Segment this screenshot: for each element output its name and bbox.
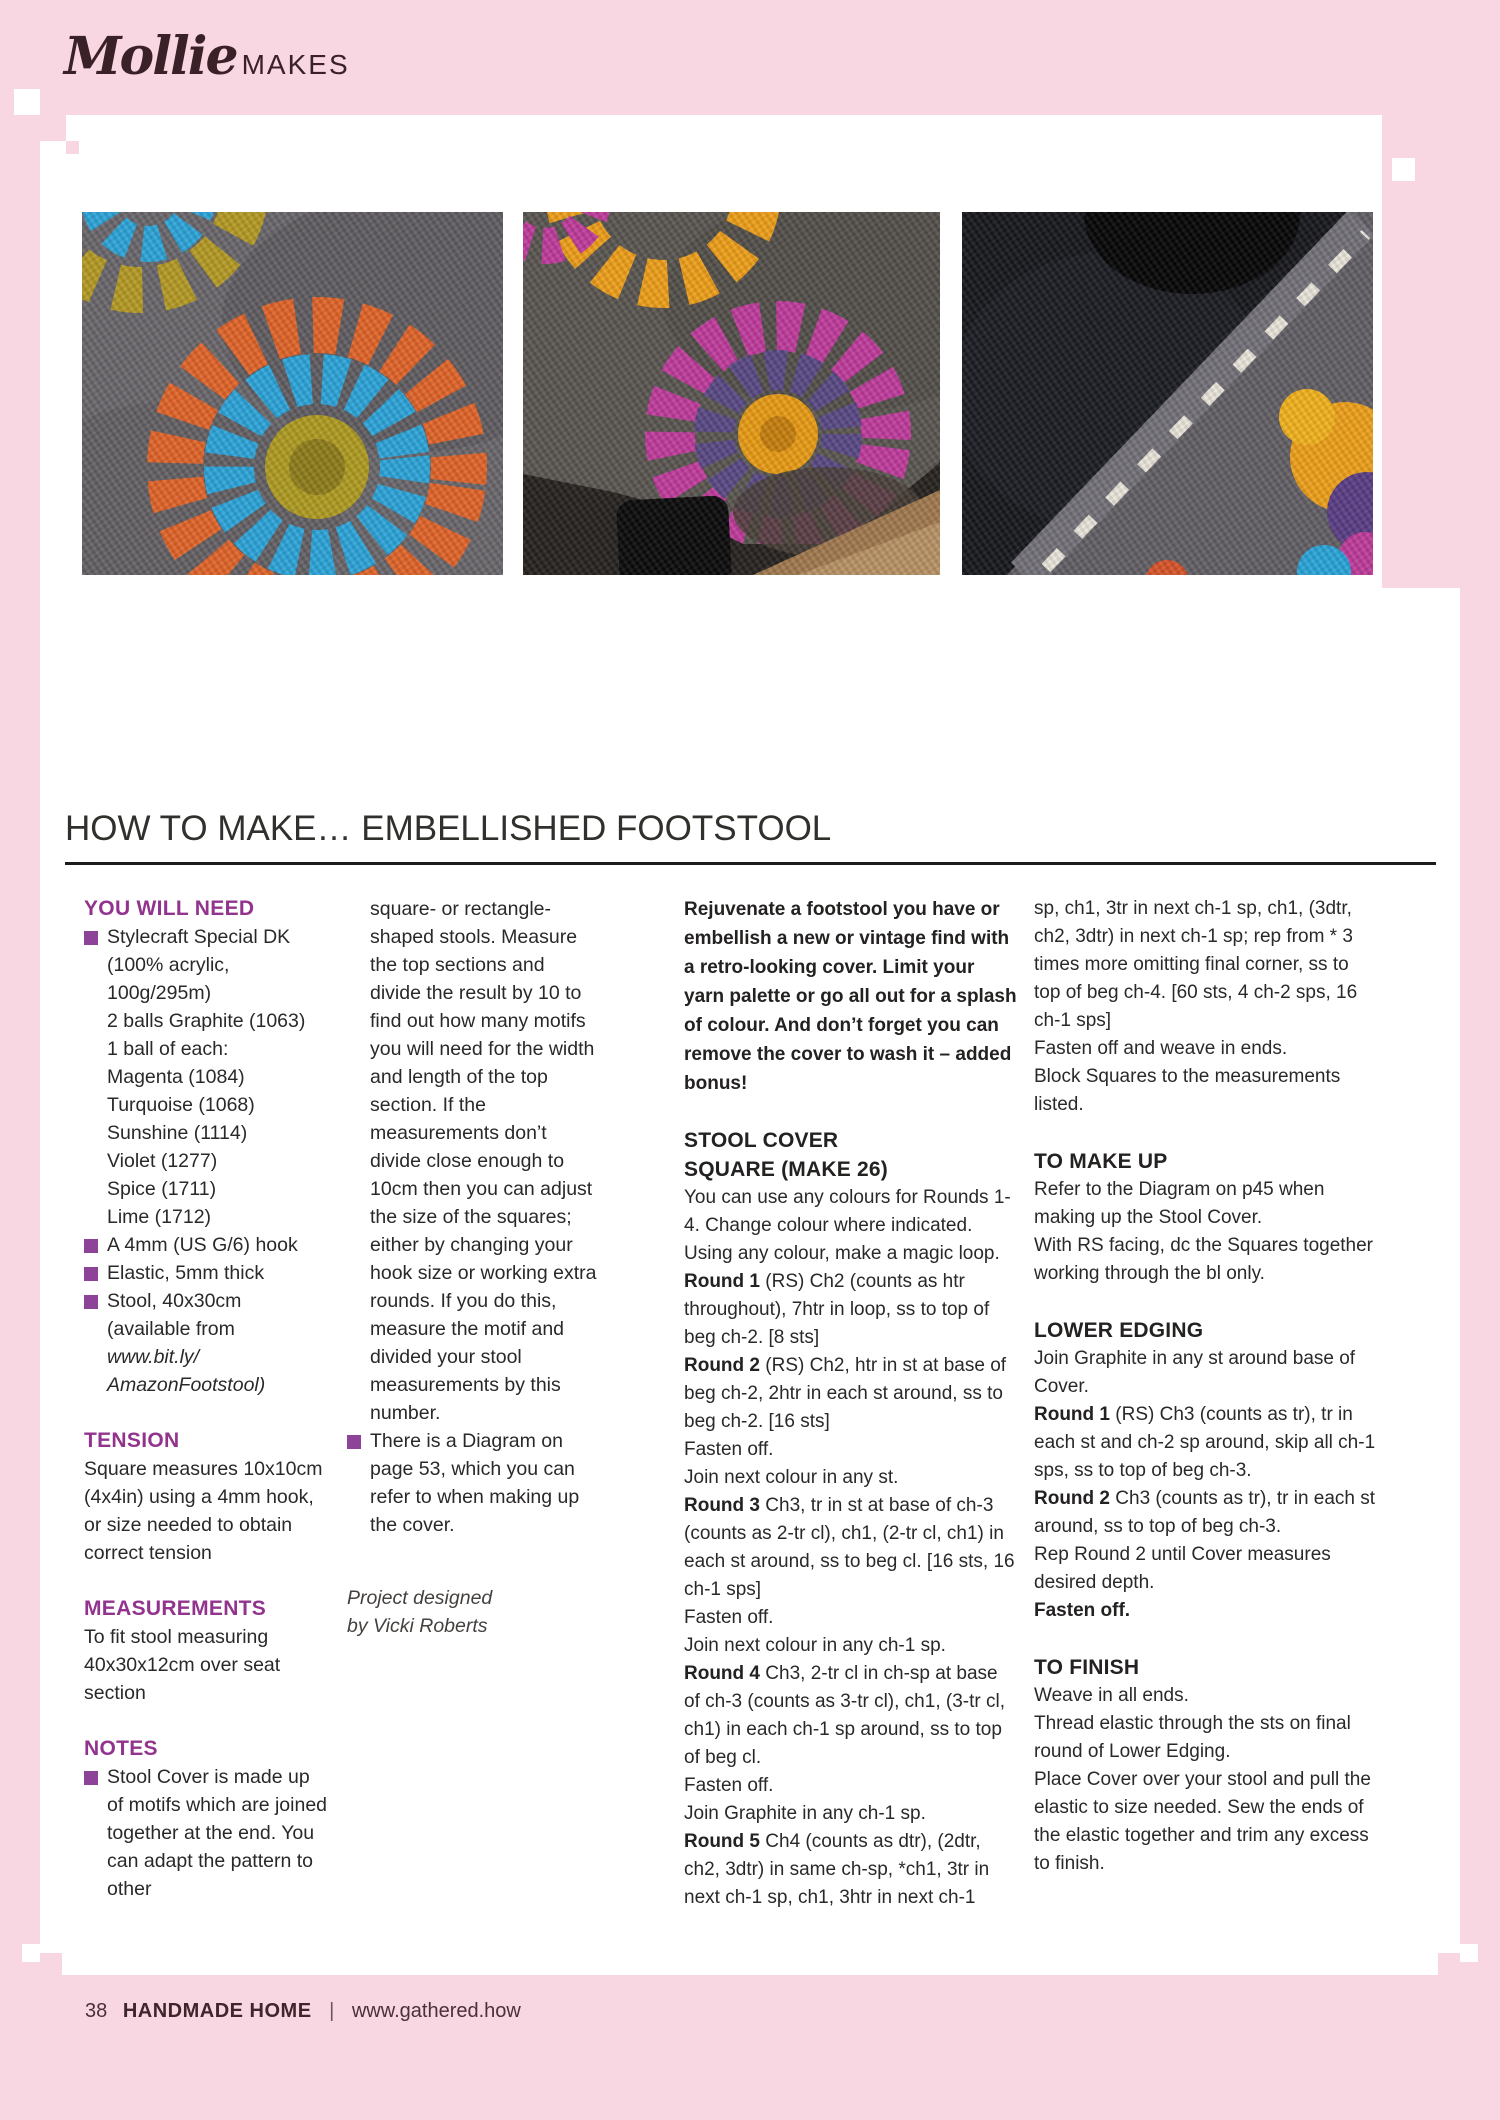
round-1 — [684, 1268, 1018, 1352]
heading-notes: NOTES — [84, 1737, 158, 1760]
round-2 — [684, 1352, 1018, 1436]
fasten-off: Fasten off. — [684, 1607, 774, 1628]
list-item-yarn — [84, 923, 328, 1231]
round-3 — [684, 1492, 1018, 1604]
bullet-square-icon — [347, 1435, 361, 1449]
finish-text: Place Cover over your stool and pull the elastic to size needed. Sew the ends of the elastic together and trim any excess to finish. — [1034, 1769, 1371, 1874]
finish-text: Thread elastic through the sts on final round of Lower Edging. — [1034, 1713, 1351, 1762]
mollie-logo-script: Mollie — [64, 26, 237, 87]
heading-square-make-26: SQUARE (MAKE 26) — [684, 1158, 888, 1181]
credit-line: Project designed — [347, 1587, 493, 1609]
yarn-line: Turquoise (1068) — [107, 1094, 255, 1116]
round-5-continued: sp, ch1, 3tr in next ch-1 sp, ch1, (3dtr, ch2, 3dtr) in next ch-1 sp; rep from * 3 times more omitting final corner, ss to top of beg ch-4. [60 sts, 4 ch-2 sps, 16 ch-1 sps] — [1034, 898, 1358, 1031]
yarn-line: 2 balls Graphite (1063) — [107, 1010, 306, 1032]
round-2 — [1034, 1485, 1378, 1541]
heading-to-make-up: TO MAKE UP — [1034, 1150, 1168, 1173]
corner-pixel-decor — [1392, 158, 1415, 181]
photo-granny-square-closeup — [82, 212, 503, 575]
photo-stool-underside-elastic — [962, 212, 1373, 575]
round-text: (RS) Ch2, htr in st at base of beg ch-2, 2htr in each st around, ss to beg ch-2. [16 sts] — [684, 1355, 1007, 1432]
join-colour: Join next colour in any ch-1 sp. — [684, 1635, 946, 1656]
heading-stool-cover: STOOL COVER — [684, 1129, 839, 1152]
content-panel — [40, 115, 1460, 1975]
corner-pixel-decor — [22, 1944, 40, 1962]
masthead — [64, 22, 350, 92]
list-item-diagram: There is a Diagram on page 53, which you can refer to when making up the cover. — [347, 1427, 599, 1539]
page-number: 38 — [85, 2000, 108, 2022]
finish-text: Weave in all ends. — [1034, 1685, 1189, 1706]
heading-tension: TENSION — [84, 1429, 180, 1452]
round-text: (RS) Ch2 (counts as htr throughout), 7htr in loop, ss to top of beg ch-2. [8 sts] — [684, 1271, 990, 1348]
fasten-off: Fasten off and weave in ends. — [1034, 1038, 1288, 1059]
round-label: Round 1 — [1034, 1404, 1110, 1425]
list-item-elastic: Elastic, 5mm thick — [84, 1259, 328, 1287]
join-colour: Join Graphite in any ch-1 sp. — [684, 1803, 926, 1824]
makeup-text: Refer to the Diagram on p45 when making up the Stool Cover. — [1034, 1179, 1325, 1228]
round-text: Ch3, tr in st at base of ch-3 (counts as 2-tr cl), ch1, (2-tr cl, ch1) in each st around, ss to beg cl. [16 sts, 16 ch-1 sps] — [684, 1495, 1015, 1600]
edging-intro: Join Graphite in any st around base of Cover. — [1034, 1348, 1356, 1397]
column-pattern-2 — [1034, 895, 1378, 1878]
bullet-square-icon — [84, 1267, 98, 1281]
yarn-line: Violet (1277) — [107, 1150, 218, 1172]
round-text: Ch3 (counts as tr), tr in each st around, ss to top of beg ch-3. — [1034, 1488, 1376, 1537]
round-label: Round 2 — [684, 1355, 760, 1376]
bullet-square-icon — [84, 931, 98, 945]
intro-paragraph: Rejuvenate a footstool you have or embellish a new or vintage find with a retro-looking cover. Limit your yarn palette or go all out for a splash of colour. And don’t forget you can remove the cover to wash it – added bonus! — [684, 899, 1017, 1094]
corner-pixel-decor — [1382, 115, 1460, 588]
column-notes-continued — [347, 895, 599, 1640]
tension-text: Square measures 10x10cm (4x4in) using a 4mm hook, or size needed to obtain correct tension — [84, 1458, 323, 1564]
list-item-stool — [84, 1287, 328, 1399]
mollie-logo-makes: MAKES — [241, 49, 350, 80]
round-1 — [1034, 1401, 1378, 1485]
credit-line: by Vicki Roberts — [347, 1615, 488, 1637]
list-item-hook: A 4mm (US G/6) hook — [84, 1231, 328, 1259]
block-squares: Block Squares to the measurements listed. — [1034, 1066, 1341, 1115]
bullet-square-icon — [84, 1239, 98, 1253]
round-4 — [684, 1660, 1018, 1772]
fasten-off: Fasten off. — [684, 1439, 774, 1460]
corner-pixel-decor — [40, 1953, 62, 1975]
corner-pixel-decor — [1460, 1944, 1478, 1962]
join-colour: Join next colour in any st. — [684, 1467, 899, 1488]
footer-separator: | — [329, 2000, 335, 2022]
yarn-line: 100g/295m) — [107, 982, 212, 1004]
round-5 — [684, 1828, 1018, 1912]
list-item-notes: Stool Cover is made up of motifs which are joined together at the end. You can adapt the pattern to other — [84, 1763, 328, 1903]
round-label: Round 4 — [684, 1663, 760, 1684]
stool-url-line: AmazonFootstool) — [107, 1374, 266, 1396]
column-pattern-1 — [684, 895, 1018, 1912]
footer-url: www.gathered.how — [351, 2000, 521, 2022]
round-text: Ch4 (counts as dtr), (2dtr, ch2, 3dtr) in same ch-sp, *ch1, 3tr in next ch-1 sp, ch1, 3htr in next ch-1 — [684, 1831, 990, 1908]
yarn-line: Stylecraft Special DK — [107, 926, 291, 948]
column-materials — [84, 895, 328, 1903]
yarn-line: Lime (1712) — [107, 1206, 212, 1228]
round-label: Round 5 — [684, 1831, 760, 1852]
repeat-instruction: Rep Round 2 until Cover measures desired depth. — [1034, 1544, 1331, 1593]
photo-footstool-corner — [523, 212, 940, 575]
corner-pixel-decor — [1438, 1953, 1460, 1975]
title-rule — [65, 862, 1436, 865]
stool-line: (available from — [107, 1318, 235, 1340]
fasten-off-bold: Fasten off. — [1034, 1600, 1131, 1621]
corner-pixel-decor — [14, 89, 40, 115]
heading-to-finish: TO FINISH — [1034, 1656, 1140, 1679]
fasten-off: Fasten off. — [684, 1775, 774, 1796]
footer-magazine-name: HANDMADE HOME — [122, 2000, 312, 2022]
heading-measurements: MEASUREMENTS — [84, 1597, 267, 1620]
square-intro: You can use any colours for Rounds 1-4. Change colour where indicated. Using any colour, make a magic loop. — [684, 1187, 1011, 1264]
round-label: Round 2 — [1034, 1488, 1110, 1509]
corner-pixel-decor — [66, 141, 79, 154]
stool-url-line: www.bit.ly/ — [107, 1346, 200, 1368]
heading-lower-edging: LOWER EDGING — [1034, 1319, 1204, 1342]
heading-you-will-need: YOU WILL NEED — [84, 897, 255, 920]
yarn-line: Sunshine (1114) — [107, 1122, 248, 1144]
bullet-square-icon — [84, 1771, 98, 1785]
round-label: Round 1 — [684, 1271, 760, 1292]
round-text: (RS) Ch3 (counts as tr), tr in each st and ch-2 sp around, skip all ch-1 sps, ss to top of beg ch-3. — [1034, 1404, 1376, 1481]
stool-line: Stool, 40x30cm — [107, 1290, 242, 1312]
makeup-text: With RS facing, dc the Squares together working through the bl only. — [1034, 1235, 1374, 1284]
designer-credit — [347, 1584, 599, 1640]
yarn-line: (100% acrylic, — [107, 954, 230, 976]
round-label: Round 3 — [684, 1495, 760, 1516]
yarn-line: Spice (1711) — [107, 1178, 217, 1200]
yarn-line: 1 ball of each: — [107, 1038, 229, 1060]
round-text: Ch3, 2-tr cl in ch-sp at base of ch-3 (counts as 3-tr cl), ch1, (3-tr cl, ch1) in each ch-1 sp around, ss to top of beg cl. — [684, 1663, 1005, 1768]
corner-pixel-decor — [40, 115, 66, 141]
page-title: HOW TO MAKE… EMBELLISHED FOOTSTOOL — [65, 809, 832, 848]
bullet-square-icon — [84, 1295, 98, 1309]
page-footer — [85, 2000, 521, 2023]
measurements-text: To fit stool measuring 40x30x12cm over seat section — [84, 1626, 281, 1704]
yarn-line: Magenta (1084) — [107, 1066, 245, 1088]
notes-continued-text: square- or rectangle-shaped stools. Measure the top sections and divide the result by 10 to find out how many motifs you will need for the width and length of the top section. If the measurements don’t divide close enough to 10cm then you can adjust the size of the squares; either by changing your hook size or working extra rounds. If you do this, measure the motif and divided your stool measurements by this number. — [370, 898, 597, 1424]
